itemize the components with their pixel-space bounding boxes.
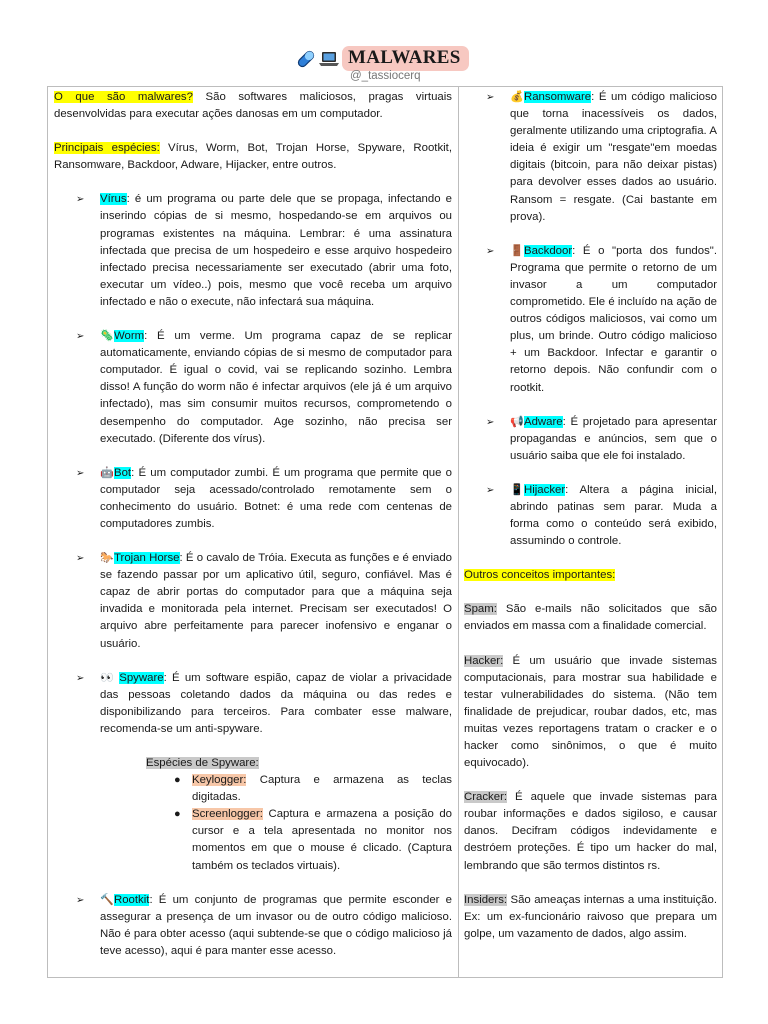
concept-spam: [464, 601, 717, 635]
term-virus: Vírus: [100, 193, 127, 206]
desc-hacker: É um usuário que invade sistemas computacionais, para mostrar sua habilidade e testar vulnerabilidades do sistema. (Não tem finalidade de prejudicar, roubar dados, etc, mas muitas vezes reportagens tratam o cracker e o hacker como sinônimos, o que é muito equivocado).: [464, 654, 717, 770]
desc-adware: : É projetado para apresentar propagandas e anúncios, sem que o usuário saiba que ele foi instalado.: [510, 415, 717, 462]
door-icon: 🚪: [510, 244, 524, 257]
intro-question: [54, 89, 452, 123]
intro-species: [54, 140, 452, 174]
sub-item-keylogger: [54, 772, 452, 806]
species-label: Principais espécies:: [54, 142, 160, 155]
list-item-spyware: [54, 670, 452, 738]
spyware-species-label: Espécies de Spyware:: [146, 757, 259, 769]
list-item-adware: [464, 414, 717, 465]
page-title: MALWARES: [348, 47, 461, 68]
title-wrap: [296, 46, 469, 71]
desc-spam: São e-mails não solicitados que são enviados em massa com a finalidade comercial.: [464, 603, 717, 633]
list-item-worm: [54, 328, 452, 448]
phone-icon: 📱: [510, 483, 524, 496]
desc-trojan-horse: : É o cavalo de Tróia. Executa as funções e é enviado se fazendo passar por um aplicativo útil, seguro, confiável. Mas é capaz de abrir portas do computador para que a máquina seja invadida e monitorada pela internet. Precisam ser executados! O arquivo abre perfeitamente para parecer inofensivo e enganar o usuário.: [100, 552, 452, 650]
money-bag-icon: 💰: [510, 91, 524, 103]
term-trojan-horse: Trojan Horse: [114, 552, 180, 565]
spyware-species-heading: [54, 755, 452, 772]
arrow-bullet-icon: ➢: [76, 672, 85, 684]
question-text: São softwares maliciosos, pragas virtuais desenvolvidas para executar ações danosas em um computador.: [54, 91, 452, 121]
term-backdoor: Backdoor: [524, 244, 573, 257]
term-adware: Adware: [524, 415, 563, 428]
concept-cracker: [464, 789, 717, 874]
arrow-bullet-icon: ➢: [76, 894, 85, 906]
desc-worm: : É um verme. Um programa capaz de se replicar automaticamente, enviando cópias de si mesmo de computador para computador. É igual o covid, vai se replicando sozinho. Lembra disso! A função do worm não é infectar arquivos (ele já é um arquivo infectado), mas sim consumir muitos recursos, comprometendo o desempenho do computador. Age sozinho, não precisa ser executado. (Diferente dos vírus).: [100, 330, 452, 445]
term-screenlogger: Screenlogger:: [192, 808, 263, 821]
other-concepts-label: Outros conceitos importantes:: [464, 569, 616, 582]
term-rootkit: Rootkit: [114, 893, 150, 906]
title-box: [342, 46, 469, 71]
desc-ransomware: : É um código malicioso que torna inacessíveis os dados, geralmente utilizando uma criptografia. A ideia é exigir um "resgate"em moedas digitais (bitcoin, para não deixar pistas) para devolver esses dados ao usuário. Ransom = resgate. (Cai bastante em prova).: [510, 91, 717, 223]
term-keylogger: Keylogger:: [192, 774, 247, 787]
left-column: [54, 87, 452, 960]
term-bot: Bot: [114, 466, 132, 479]
desc-keylogger: Captura e armazena as teclas digitadas.: [192, 774, 452, 804]
desc-bot: : É um computador zumbi. É um programa que permite que o computador seja acessado/controlado remotamente sem o conhecimento do usuário. Botnet: é uma rede com centenas de computadores zumbis.: [100, 466, 452, 530]
desc-backdoor: : É o "porta dos fundos". Programa que permite o retorno de um invasor a um computador comprometido. Ele é incluído na ação de outros códigos maliciosos, vai como um plus, um brinde. Outro código malicioso + um Backdoor. Infectar e garantir o retorno depois. Não confundir com o rootkit.: [510, 244, 717, 394]
arrow-bullet-icon: ➢: [486, 92, 495, 103]
arrow-bullet-icon: ➢: [76, 331, 85, 343]
arrow-bullet-icon: ➢: [486, 484, 495, 496]
desc-virus: : é um programa ou parte dele que se propaga, infectando e inserindo cópias de si mesmo, hospedando-se em arquivos ou programas existentes na máquina. Lembrar: é uma assinatura infectada que precisa de um hospedeiro e esse arquivo hospedeiro infectado precisa necessariamente ser executado (abrir uma foto, executar um vídeo..) pois, mesmo que você receba um arquivo infectado e não o execute, não infectará sua máquina.: [100, 193, 452, 308]
desc-hijacker: : Altera a página inicial, abrindo patinas sem parar. Muda a forma como o conteúdo será exibido, assumindo o controle.: [510, 483, 717, 548]
desc-insiders: São ameaças internas a uma instituição. Ex: um ex-funcionário raivoso que prepara um golpe, um vazamento de dados, algo assim.: [464, 893, 717, 940]
arrow-bullet-icon: ➢: [76, 467, 85, 479]
concept-hacker: [464, 653, 717, 773]
list-item-rootkit: [54, 892, 452, 960]
term-ransomware: Ransomware: [524, 91, 592, 103]
arrow-bullet-icon: ➢: [486, 416, 495, 428]
list-item-backdoor: [464, 243, 717, 397]
list-item-ransomware: [464, 89, 717, 226]
species-text: Vírus, Worm, Bot, Trojan Horse, Spyware, Rootkit, Ransomware, Backdoor, Adware, Hijacker, entre outros.: [54, 142, 452, 172]
right-column: [464, 87, 717, 943]
arrow-bullet-icon: ➢: [76, 553, 85, 565]
concept-insiders: [464, 892, 717, 943]
sub-item-screenlogger: [54, 806, 452, 874]
term-cracker: Cracker:: [464, 791, 508, 804]
worm-icon: 🦠: [100, 330, 114, 343]
question-label: O que são malwares?: [54, 91, 193, 103]
capsule-icon: [296, 49, 316, 69]
desc-rootkit: : É um conjunto de programas que permite esconder e assegurar a presença de um invasor ou de outro código malicioso. Não é para obter acesso (aqui subtende-se que o código malicioso já teve acesso), aqui é para manter esse acesso.: [100, 893, 452, 957]
term-hacker: Hacker:: [464, 654, 504, 667]
list-item-bot: [54, 465, 452, 533]
hammer-icon: 🔨: [100, 893, 114, 906]
bullet-dot-icon: ●: [174, 774, 181, 787]
desc-screenlogger: Captura e armazena a posição do cursor e a tela apresentada no monitor nos momentos em que o mouse é clicado. (Captura também os teclados virtuais).: [192, 808, 452, 872]
list-item-virus: [54, 191, 452, 311]
term-worm: Worm: [114, 330, 145, 343]
desc-spyware: : É um software espião, capaz de violar a privacidade das pessoas coletando dados da máquina ou das redes e disponibilizando para terceiros. Para combater esse malware, recomenda-se um anti-spyware.: [100, 671, 452, 735]
term-hijacker: Hijacker: [524, 483, 566, 496]
laptop-icon: [318, 50, 340, 68]
title-icons: [296, 49, 340, 69]
content-table: [47, 86, 723, 978]
list-item-hijacker: [464, 482, 717, 550]
term-spyware: Spyware: [119, 671, 164, 684]
bullet-dot-icon: ●: [174, 808, 181, 821]
list-item-trojan: [54, 550, 452, 653]
arrow-bullet-icon: ➢: [76, 194, 85, 206]
term-spam: Spam:: [464, 603, 497, 616]
other-concepts-heading: [464, 567, 717, 584]
desc-cracker: É aquele que invade sistemas para roubar informações e dados sigiloso, e causar danos. Decifram códigos indevidamente e destróem proteções. É tipo um hacker do mal, lembrando que são termos distintos rs.: [464, 791, 717, 872]
eyes-icon: 👀: [100, 671, 114, 684]
page-header: [0, 42, 768, 90]
term-insiders: Insiders:: [464, 893, 508, 906]
megaphone-icon: 📢: [510, 415, 524, 428]
arrow-bullet-icon: ➢: [486, 245, 495, 257]
bot-icon: 🤖: [100, 466, 114, 479]
column-divider: [458, 87, 459, 977]
horse-icon: 🐎: [100, 552, 114, 565]
author-handle: @_tassiocerq: [350, 70, 421, 82]
